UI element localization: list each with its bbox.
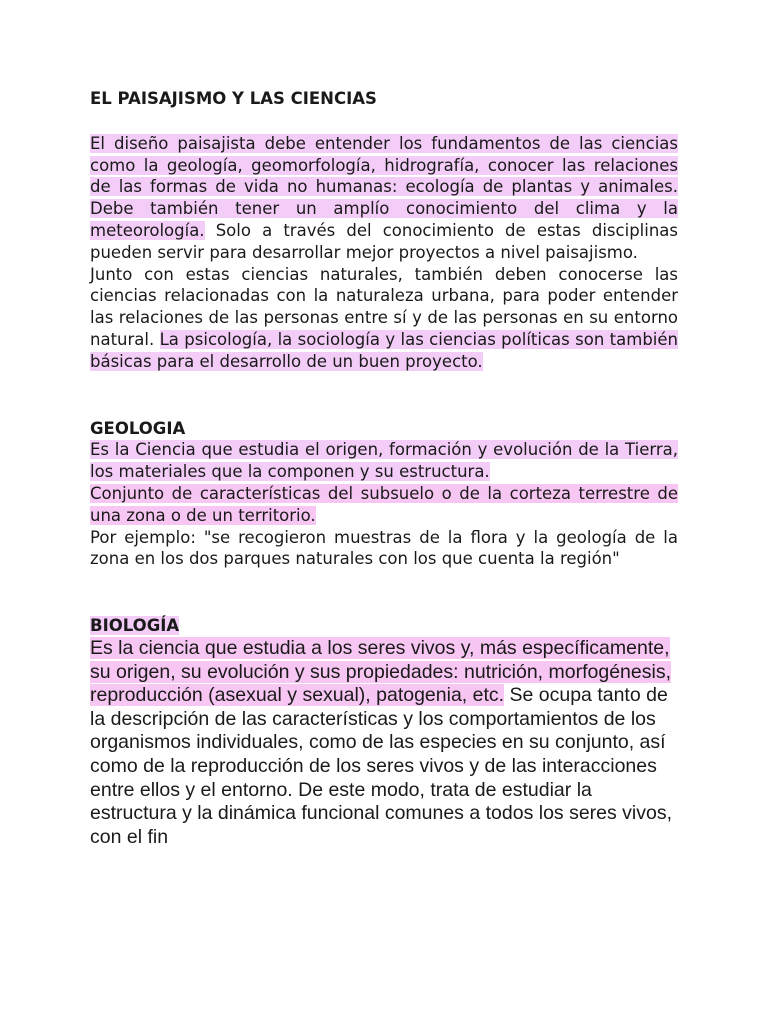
highlighted-text: Es la Ciencia que estudia el origen, formación y evolución de la Tierra, los materiales que la componen y su estructura. bbox=[90, 440, 678, 482]
geologia-section bbox=[90, 418, 678, 571]
intro-paragraph-2 bbox=[90, 264, 678, 373]
highlighted-text: BIOLOGÍA bbox=[90, 616, 180, 636]
intro-section bbox=[90, 88, 678, 373]
document-page bbox=[90, 88, 678, 849]
section-title-biologia bbox=[90, 615, 678, 637]
paragraph-text: Junto con estas ciencias naturales, también deben conocerse las ciencias relacionadas con la naturaleza urbana, para poder entender las relaciones de las personas entre sí y de las personas en su entorno natural. bbox=[90, 264, 678, 349]
section-title-geologia: GEOLOGIA bbox=[90, 418, 186, 438]
geologia-example: Por ejemplo: "se recogieron muestras de la flora y la geología de la zona en los dos parques naturales con los que cuenta la región" bbox=[90, 527, 678, 569]
biologia-paragraph bbox=[90, 637, 678, 849]
highlighted-text: El diseño paisajista debe entender los fundamentos de las ciencias como la geología, geomorfología, hidrografía, conocer las relaciones de las formas de vida no humanas: ecología de plantas y animales. bbox=[90, 133, 678, 197]
section-title-paisajismo: EL PAISAJISMO Y LAS CIENCIAS bbox=[90, 89, 377, 108]
highlighted-text: Es la ciencia que estudia a los seres vivos y, más específicamente, su origen, su evolución y sus propiedades: nutrición, morfogénesis, reproducción (asexual y sexual), patogenia, etc. bbox=[90, 636, 671, 707]
biologia-section bbox=[90, 615, 678, 849]
paragraph-text: Se ocupa tanto de la descripción de las características y los comportamientos de los organismos individuales, como de las especies en su conjunto, así como de la reproducción de los seres vivos y de las interacciones entre ellos y el entorno. De este modo, trata de estudiar la estructura y la dinámica funcional comunes a todos los seres vivos, con el fin bbox=[90, 684, 673, 848]
geologia-definition-1 bbox=[90, 439, 678, 483]
highlighted-text: La psicología, la sociología y las ciencias políticas son también básicas para el desarrollo de un buen proyecto. bbox=[90, 329, 678, 371]
intro-paragraph-1 bbox=[90, 133, 678, 264]
highlighted-text: Conjunto de características del subsuelo o de la corteza terrestre de una zona o de un territorio. bbox=[90, 483, 678, 525]
paragraph-text: Solo a través del conocimiento de estas disciplinas pueden servir para desarrollar mejor proyectos a nivel paisajismo. bbox=[90, 220, 678, 262]
geologia-definition-2 bbox=[90, 483, 678, 527]
highlighted-text: Debe también tener un amplío conocimiento del clima y la meteorología. bbox=[90, 199, 678, 240]
